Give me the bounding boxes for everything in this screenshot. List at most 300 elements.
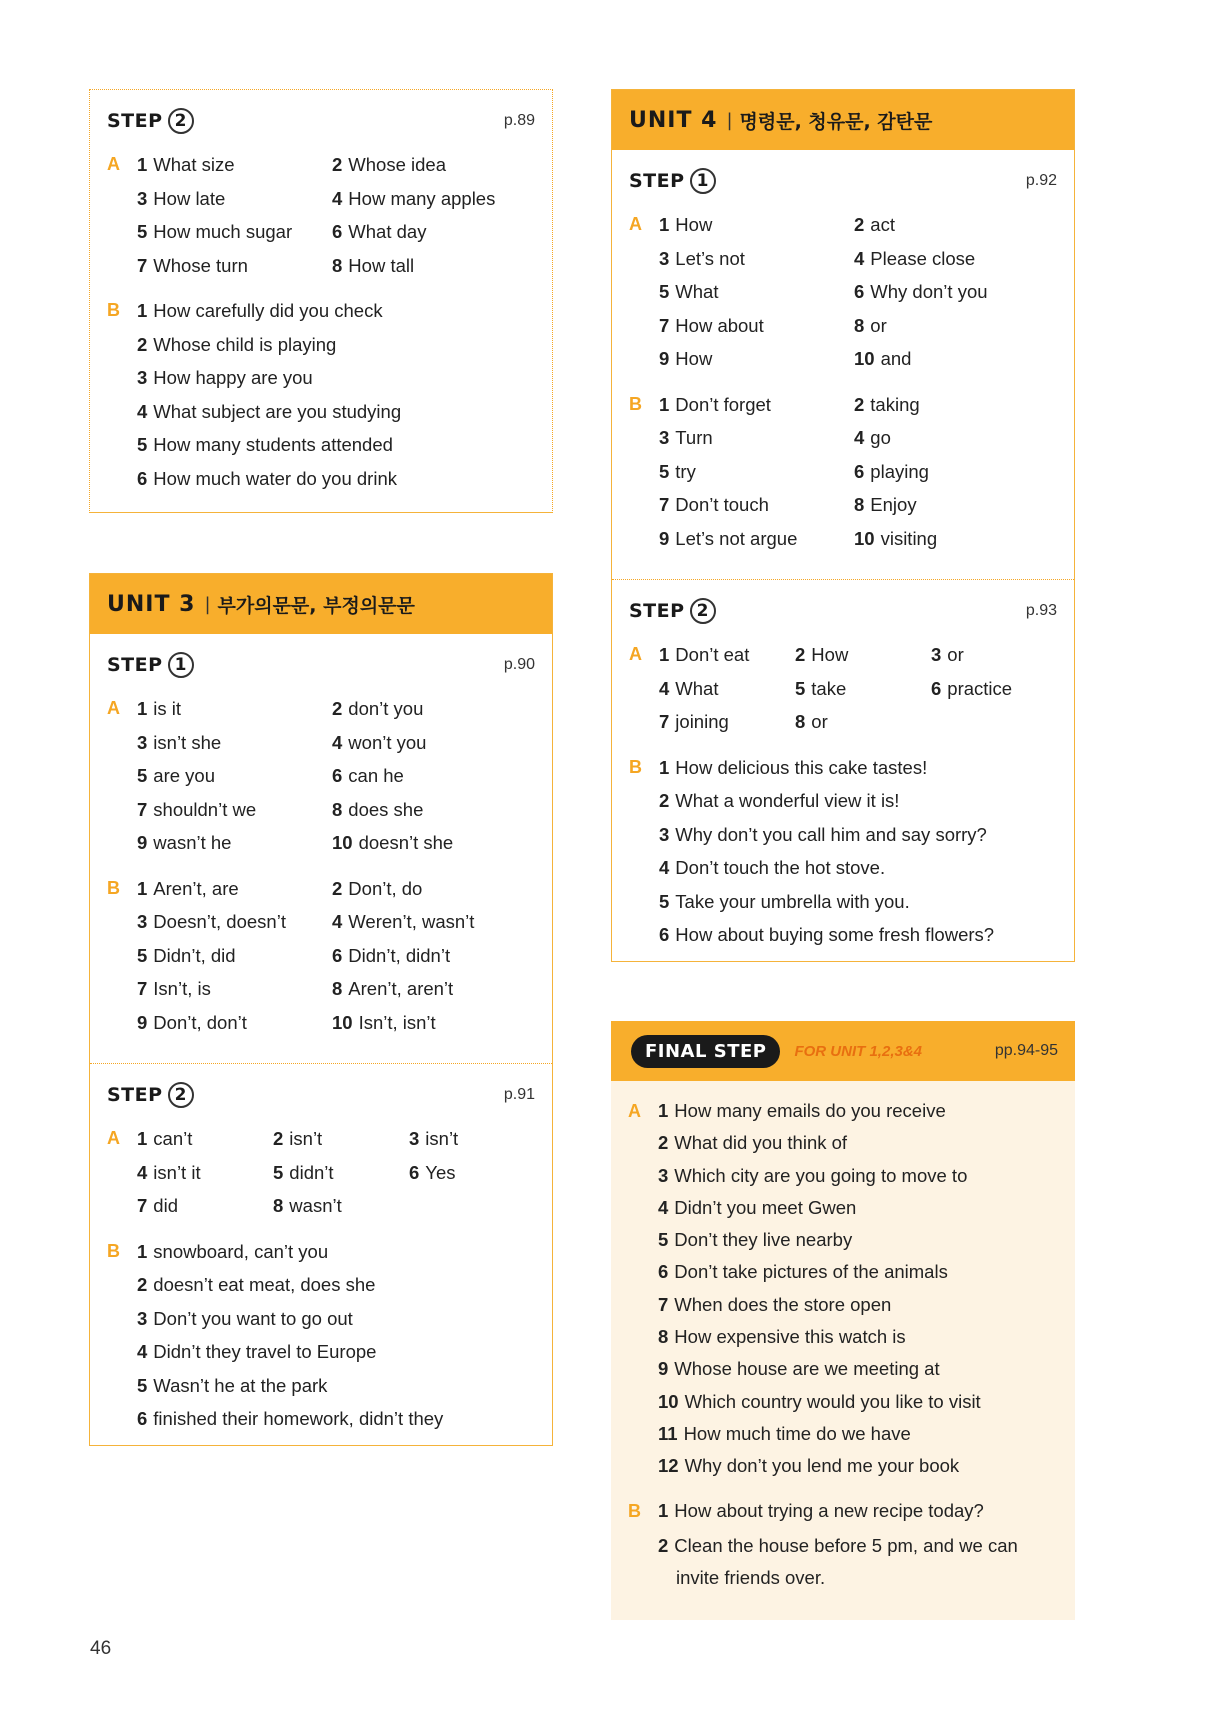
step-number: 1 [168,652,194,678]
answer-item [931,672,1057,706]
answer-text: isn’t she [153,731,222,753]
answer-number: 11 [658,1422,678,1444]
page-ref: p.89 [503,112,535,129]
answer-text: How much sugar [153,221,293,242]
answer-group-b [629,388,1057,556]
answer-item [137,148,332,182]
answer-number: 1 [137,154,148,175]
answer-item [659,918,1057,952]
answer-number: 4 [659,677,670,699]
answer-number: 1 [137,698,148,719]
answer-number: 1 [137,1128,148,1149]
answer-text: How much water do you drink [153,467,397,489]
answer-text: Weren’t, wasn’t [348,911,475,932]
answer-text: does she [348,798,424,820]
answer-number: 5 [273,1161,284,1183]
answer-number: 5 [658,1229,669,1251]
step-label: STEP [629,600,685,622]
answer-text: or [947,644,964,665]
answer-text: snowboard, can’t you [153,1240,329,1262]
answer-item [137,215,332,249]
answer-text: How delicious this cake tastes! [675,756,928,778]
answer-number: 7 [659,314,670,336]
step-section [90,90,552,519]
step-section [612,150,1074,579]
answer-item [137,1235,535,1269]
answer-text: or [811,711,828,732]
step-label: STEP [629,170,685,192]
answer-item [137,759,332,793]
answer-text: Aren’t, aren’t [348,978,454,999]
answer-group-a [628,1095,1058,1483]
step-number: 2 [168,1082,194,1108]
answer-number: 1 [137,877,148,899]
answer-number: 7 [659,494,670,515]
step-label: STEP [107,1084,163,1106]
step-header [107,106,535,136]
answer-text: How many emails do you receive [674,1100,946,1121]
answer-item [137,1268,535,1302]
answer-item [659,242,854,276]
answer-text: What [675,281,719,302]
answer-number: 10 [854,527,875,549]
answer-group-b [107,294,535,495]
answer-text: Don’t touch [675,494,769,515]
answer-item [658,1256,1058,1288]
answer-item [659,885,1057,919]
answer-number: 10 [854,348,875,369]
answer-number: 6 [931,677,942,699]
answer-number: 8 [273,1195,284,1216]
answer-number: 4 [137,1341,148,1362]
answer-number: 7 [137,1195,148,1216]
answer-number: 3 [137,367,148,388]
answer-number: 6 [137,1408,148,1429]
answer-number: 3 [137,187,148,209]
answer-text: How carefully did you check [153,300,383,321]
answer-item [659,672,795,706]
answer-item [658,1418,1058,1450]
answer-item [332,826,535,860]
answer-item [854,309,1057,343]
answer-item [137,361,535,395]
answer-text: Don’t, do [348,877,423,899]
answer-item [659,455,854,489]
answer-number: 3 [137,911,148,932]
answer-item [273,1189,409,1223]
answer-item [137,939,332,973]
answer-item [137,1122,273,1156]
answer-item [854,208,1057,242]
answer-number: 8 [332,254,343,276]
section-letter: A [629,644,642,664]
divider: | [726,109,733,131]
section-letter: B [107,300,120,320]
answer-number: 1 [658,1100,669,1121]
answer-number: 6 [332,944,343,966]
answer-item [658,1192,1058,1224]
answer-text: How tall [348,254,415,276]
answer-item [658,1495,1058,1527]
answer-item [659,818,1057,852]
answer-item [854,242,1057,276]
answer-number: 9 [659,527,670,549]
answer-number: 2 [854,393,865,415]
answer-number: 5 [659,890,670,912]
answer-number: 3 [931,644,942,665]
answer-item [409,1156,535,1190]
final-step-header [611,1021,1075,1081]
answer-item [854,342,1057,376]
answer-item [658,1160,1058,1192]
answer-text: How [675,348,713,369]
answer-item [659,522,854,556]
answer-item [854,388,1057,422]
answer-number: 7 [137,254,148,276]
answer-item [137,428,535,462]
step-label: STEP [107,110,163,132]
answer-number: 1 [659,214,670,235]
answer-item [795,672,931,706]
answer-number: 6 [332,765,343,786]
answer-text: wasn’t he [153,832,232,853]
answer-item [332,215,535,249]
answer-text: How many apples [348,187,496,209]
step2-p89-box [89,89,553,513]
page-ref: p.93 [1025,602,1057,619]
answer-item [137,1302,535,1336]
section-letter: B [629,393,642,414]
answer-group-b [107,872,535,1040]
answer-number: 2 [658,1534,669,1556]
answer-number: 4 [659,857,670,878]
answer-text: What did you think of [674,1132,848,1154]
answer-item [332,726,535,760]
unit-header [90,574,552,634]
answer-item [273,1122,409,1156]
answer-item [659,851,1057,885]
answer-number: 8 [854,494,865,515]
answer-list [137,692,535,860]
unit-title: UNIT 4 [629,107,718,133]
answer-number: 2 [795,644,806,665]
final-step-label: FINAL STEP [631,1035,780,1068]
answer-item [332,972,535,1006]
answer-item [854,522,1057,556]
step-header [629,166,1057,196]
answer-number: 6 [658,1261,669,1283]
answer-item [658,1450,1058,1482]
answer-number: 1 [137,1240,148,1262]
answer-text: How [811,644,849,665]
answer-text: Don’t eat [675,644,750,665]
answer-list [658,1095,1058,1483]
answer-number: 8 [854,314,865,336]
answer-item [658,1095,1058,1127]
answer-text: can’t [153,1128,193,1149]
answer-number: 6 [409,1161,420,1183]
answer-text: won’t you [348,731,427,753]
answer-text: Why don’t you [870,281,988,302]
answer-text: can he [348,765,404,786]
unit-topic: 명령문, 청유문, 감탄문 [739,110,933,133]
unit4-box [611,89,1075,962]
section-letter: B [107,877,120,898]
answer-text: go [870,427,891,448]
answer-number: 3 [658,1164,669,1186]
answer-number: 6 [332,221,343,242]
answer-item [137,872,332,906]
answer-item [137,249,332,283]
section-letter: A [107,698,120,718]
answer-item [659,388,854,422]
answer-group-a [107,1122,535,1223]
answer-text: Isn’t, isn’t [358,1011,436,1033]
answer-group-a [629,638,1057,739]
answer-number: 1 [659,756,670,778]
answer-number: 8 [795,711,806,732]
answer-item [659,421,854,455]
answer-text: Why don’t you lend me your book [684,1455,960,1477]
answer-item [659,275,854,309]
answer-text: How [675,214,713,235]
answer-text: act [870,214,895,235]
answer-number: 5 [137,1374,148,1396]
step-number: 1 [690,168,716,194]
answer-number: 1 [137,300,148,321]
answer-number: 3 [409,1128,420,1149]
answer-text: Let’s not argue [675,527,798,549]
answer-item [931,638,1057,672]
answer-text: Which city are you going to move to [674,1164,968,1186]
answer-text: finished their homework, didn’t they [153,1408,444,1429]
page-number: 46 [90,1638,112,1659]
answer-item [332,692,535,726]
answer-item [137,462,535,496]
step-section [90,1063,552,1460]
answer-number: 2 [658,1132,669,1154]
answer-text: Which country would you like to visit [684,1390,981,1412]
answer-item [332,148,535,182]
answer-text: Don’t they live nearby [674,1229,853,1251]
answer-number: 4 [137,1161,148,1183]
answer-number: 8 [332,798,343,820]
step-header [629,596,1057,626]
answer-number: 3 [137,1307,148,1329]
answer-number: 9 [137,832,148,853]
page-ref: p.91 [503,1086,535,1103]
answer-text: Take your umbrella with you. [675,890,910,912]
answer-text: Don’t forget [675,393,771,415]
answer-text: Isn’t, is [153,978,211,999]
answer-number: 9 [659,348,670,369]
answer-text: isn’t [425,1128,459,1149]
answer-number: 2 [273,1128,284,1149]
answer-text: How many students attended [153,434,393,455]
answer-item [658,1224,1058,1256]
answer-number: 5 [659,460,670,482]
answer-text: Wasn’t he at the park [153,1374,328,1396]
answer-group-a [629,208,1057,376]
answer-text: don’t you [348,698,424,719]
answer-text: Don’t touch the hot stove. [675,857,886,878]
answer-group-b [629,751,1057,952]
answer-item [137,972,332,1006]
answer-text: Didn’t they travel to Europe [153,1341,377,1362]
answer-list [137,294,535,495]
answer-item [137,726,332,760]
answer-number: 7 [658,1293,669,1315]
answer-number: 8 [658,1326,669,1348]
answer-number: 8 [332,978,343,999]
answer-number: 5 [795,677,806,699]
answer-item [332,793,535,827]
answer-number: 5 [137,944,148,966]
for-unit-label: FOR UNIT 1,2,3&4 [794,1042,922,1060]
section-letter: B [107,1240,120,1261]
answer-number: 5 [137,765,148,786]
answer-text: How about trying a new recipe today? [674,1499,984,1521]
answer-number: 1 [659,644,670,665]
answer-item [659,751,1057,785]
unit-title: UNIT 3 [107,591,196,617]
answer-number: 6 [854,460,865,482]
answer-item [854,455,1057,489]
answer-number: 6 [854,281,865,302]
section-letter: B [629,756,642,777]
answer-list [137,872,535,1040]
answer-text: Why don’t you call him and say sorry? [675,823,987,845]
page-ref: p.90 [503,656,535,673]
answer-text: try [675,460,696,482]
answer-number: 4 [854,247,865,269]
answer-number: 4 [854,427,865,448]
answer-text: taking [870,393,920,415]
answer-item [332,1006,535,1040]
answer-list [137,1235,535,1436]
answer-list [137,148,535,282]
answer-item [332,939,535,973]
answer-text: Enjoy [870,494,917,515]
answer-text: doesn’t she [358,832,454,853]
answer-item [659,309,854,343]
answer-item [137,1369,535,1403]
step-section [90,634,552,1063]
step-label: STEP [107,654,163,676]
answer-item [854,275,1057,309]
answer-item [659,784,1057,818]
answer-text: Whose turn [153,254,248,276]
answer-item [137,793,332,827]
unit-header [612,90,1074,150]
answer-item [137,1335,535,1369]
answer-text: What day [348,221,427,242]
answer-item [409,1122,535,1156]
answer-number: 12 [658,1455,679,1477]
answer-text: Please close [870,247,976,269]
section-letter: A [629,214,642,234]
answer-number: 4 [332,911,343,932]
answer-text: Turn [675,427,713,448]
answer-text: are you [153,765,216,786]
section-letter: B [628,1500,641,1521]
answer-item [659,705,795,739]
answer-list [659,751,1057,952]
answer-number: 10 [332,1011,353,1033]
answer-text: Didn’t, didn’t [348,944,451,966]
section-letter: A [107,154,120,174]
answer-text: Didn’t, did [153,944,236,966]
answer-text: and [880,348,912,369]
answer-item [658,1321,1058,1353]
answer-text: What subject are you studying [153,400,402,422]
answer-item [332,759,535,793]
answer-number: 3 [659,427,670,448]
answer-group-a [107,692,535,860]
answer-text: take [811,677,847,699]
answer-number: 4 [332,187,343,209]
answer-text: did [153,1195,178,1216]
answer-text: When does the store open [674,1293,892,1315]
answer-text: Let’s not [675,247,745,269]
answer-item [658,1386,1058,1418]
step-number: 2 [690,598,716,624]
answer-item [137,328,535,362]
answer-item [795,705,931,739]
answer-text: How happy are you [153,367,313,388]
answer-text: Whose child is playing [153,333,337,355]
answer-list [659,638,1057,739]
answer-text: Don’t take pictures of the animals [674,1261,948,1283]
answer-item [137,1156,273,1190]
answer-item [854,488,1057,522]
answer-text: Don’t you want to go out [153,1307,353,1329]
answer-number: 4 [137,400,148,422]
answer-text: doesn’t eat meat, does she [153,1274,376,1295]
answer-text: practice [947,677,1013,699]
answer-number: 1 [658,1499,669,1521]
answer-text: wasn’t [289,1195,342,1216]
answer-text: How much time do we have [683,1422,911,1444]
answer-item [332,182,535,216]
step-header [107,1080,535,1110]
answer-text: didn’t [289,1161,334,1183]
answer-text: visiting [880,527,938,549]
answer-item [658,1127,1058,1159]
answer-number: 1 [659,393,670,415]
answer-number: 6 [659,924,670,945]
answer-item [659,488,854,522]
answer-number: 2 [332,698,343,719]
step-section [612,579,1074,976]
answer-number: 2 [137,333,148,355]
answer-number: 3 [659,247,670,269]
answer-number: 9 [137,1011,148,1033]
answer-item [659,342,854,376]
answer-text: What [675,677,719,699]
step-header [107,650,535,680]
answer-item [659,638,795,672]
answer-text: joining [675,711,729,732]
answer-number: 2 [137,1274,148,1295]
answer-item [795,638,931,672]
answer-text: How expensive this watch is [674,1326,906,1348]
answer-text: Didn’t you meet Gwen [674,1196,857,1218]
answer-item [137,182,332,216]
step-number: 2 [168,108,194,134]
answer-number: 10 [332,832,353,853]
answer-item [137,395,535,429]
